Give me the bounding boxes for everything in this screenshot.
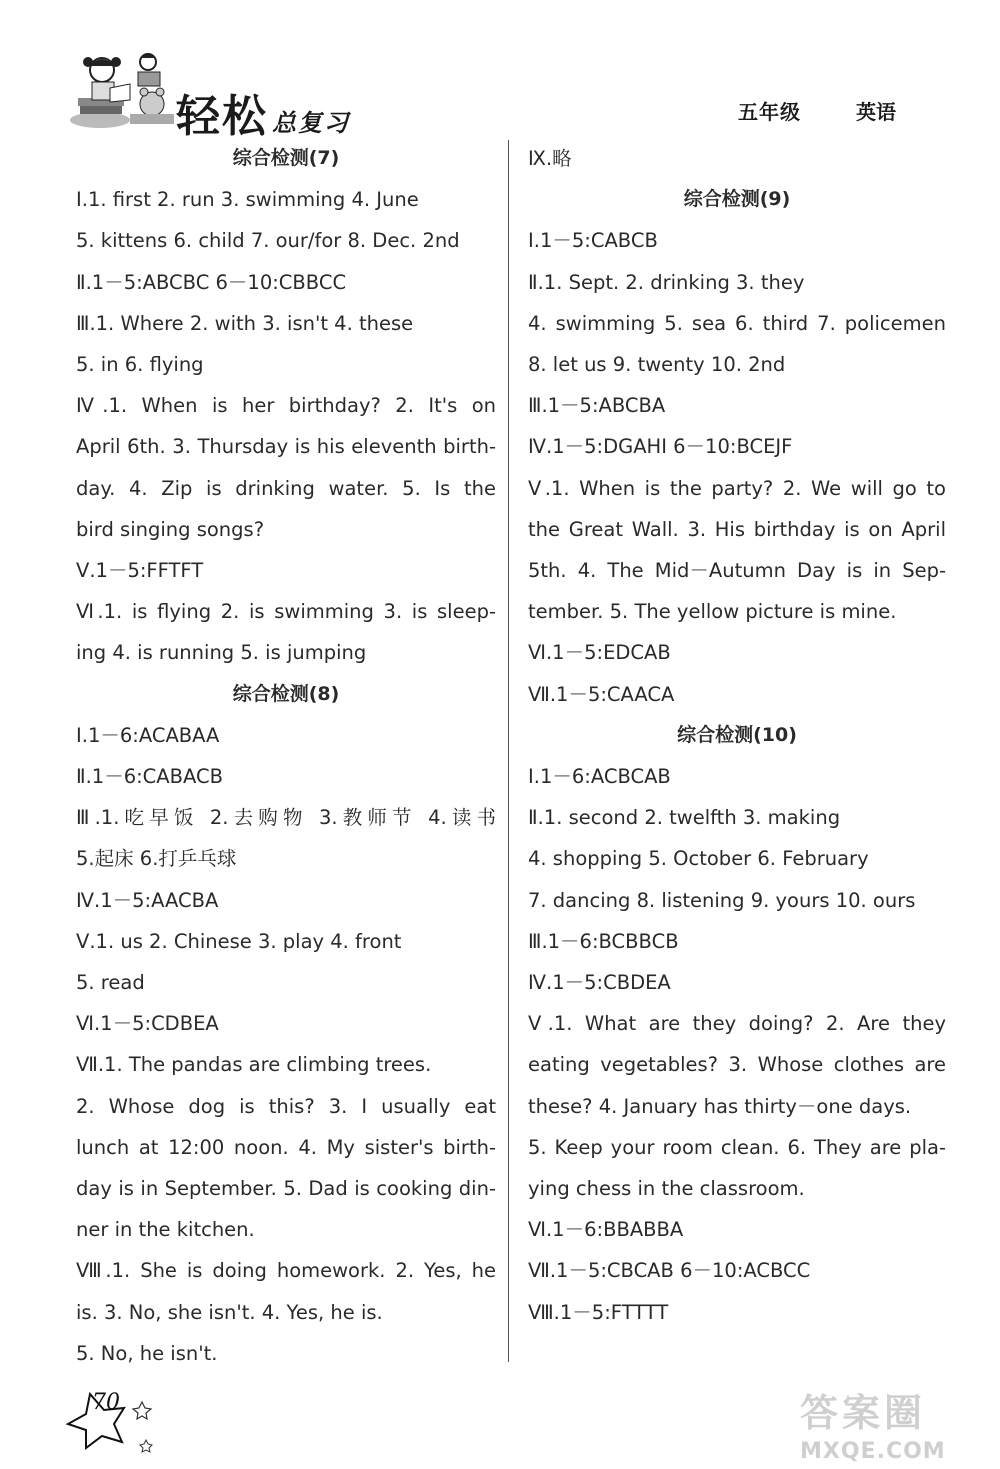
answer-line: 4. shopping 5. October 6. February (528, 847, 869, 871)
answer-line: Ⅸ.略 (528, 147, 572, 170)
answer-line: Ⅲ.1－5:ABCBA (528, 394, 666, 418)
section-title: 综合检测(8) (232, 682, 340, 705)
answer-line: Ⅴ.1－5:FFTFT (76, 558, 204, 582)
answer-line: 7. dancing 8. listening 9. yours 10. ours (528, 888, 916, 912)
answer-line: Ⅶ.1. The pandas are climbing trees. (76, 1053, 432, 1077)
page-header (0, 0, 1000, 140)
answer-column-left (76, 138, 496, 1374)
answer-line: 5.起床 6.打乒乓球 (76, 847, 237, 871)
answer-line: Ⅱ.1－5:ABCBC 6－10:CBBCC (76, 270, 347, 294)
answer-line: Ⅱ.1. Sept. 2. drinking 3. they (528, 270, 805, 294)
watermark-url: MXQE.COM (800, 1439, 946, 1464)
answer-line: 5. read (76, 970, 145, 994)
grade-label: 五年级 (738, 100, 801, 124)
answer-line: 2. Whose dog is this? 3. I usually eat (76, 1094, 496, 1118)
column-divider (508, 140, 509, 1362)
answer-line: Ⅴ.1. When is the party? 2. We will go to (528, 476, 946, 500)
page-number: 70 (92, 1390, 120, 1415)
answer-line: 5th. 4. The Mid－Autumn Day is in Sep- (528, 558, 946, 582)
answer-line: April 6th. 3. Thursday is his eleventh birth- (76, 435, 496, 459)
answer-line: Ⅴ.1. What are they doing? 2. Are they (528, 1012, 946, 1036)
watermark-logo: 答案圈 (800, 1391, 927, 1435)
answer-line: tember. 5. The yellow picture is mine. (528, 600, 897, 624)
reading-children-illustration (70, 48, 178, 130)
section-title: 综合检测(10) (677, 723, 797, 746)
answer-line: Ⅷ.1. She is doing homework. 2. Yes, he (76, 1259, 496, 1283)
answer-line: Ⅴ.1. us 2. Chinese 3. play 4. front (76, 929, 402, 953)
answer-line: Ⅵ.1－5:EDCAB (528, 641, 671, 665)
answer-line: Ⅵ.1. is flying 2. is swimming 3. is sleep- (76, 600, 496, 624)
answer-line: lunch at 12:00 noon. 4. My sister's birth- (76, 1135, 496, 1159)
answer-line: day is in September. 5. Dad is cooking din- (76, 1176, 496, 1200)
answer-line: Ⅳ.1－5:DGAHI 6－10:BCEJF (528, 435, 793, 459)
answer-line: Ⅰ.1－5:CABCB (528, 229, 658, 253)
answer-line: 5. in 6. flying (76, 353, 204, 377)
answer-line: 8. let us 9. twenty 10. 2nd (528, 353, 786, 376)
answer-line: ner in the kitchen. (76, 1218, 255, 1242)
answer-line: Ⅰ.1. first 2. run 3. swimming 4. June (76, 188, 419, 212)
answer-line: Ⅰ.1－6:ACBCAB (528, 764, 671, 788)
answer-line: Ⅲ.1.吃早饭 2.去购物 3.教师节 4.读书 (76, 806, 496, 830)
answer-line: Ⅵ.1－6:BBABBA (528, 1218, 684, 1242)
answer-line: Ⅳ.1－5:CBDEA (528, 971, 671, 994)
answer-line: day. 4. Zip is drinking water. 5. Is the (76, 476, 496, 500)
answer-line: Ⅶ.1－5:CBCAB 6－10:ACBCC (528, 1259, 811, 1283)
section-title: 综合检测(9) (683, 188, 791, 211)
answer-line: Ⅳ.1－5:AACBA (76, 888, 219, 912)
answer-line: 5. kittens 6. child 7. our/for 8. Dec. 2nd (76, 229, 460, 253)
answer-line: Ⅵ.1－5:CDBEA (76, 1012, 219, 1036)
answer-column-right (528, 138, 946, 1333)
brand-sub: 总复习 (272, 108, 350, 137)
answer-line: the Great Wall. 3. His birthday is on April (528, 517, 946, 541)
answer-line: ing 4. is running 5. is jumping (76, 641, 367, 665)
answer-line: Ⅱ.1－6:CABACB (76, 764, 224, 788)
answer-line: Ⅱ.1. second 2. twelfth 3. making (528, 806, 841, 830)
answer-line: bird singing songs? (76, 517, 265, 541)
answer-line: eating vegetables? 3. Whose clothes are (528, 1053, 946, 1077)
answer-line: ying chess in the classroom. (528, 1176, 805, 1200)
answer-line: 5. No, he isn't. (76, 1341, 218, 1365)
subject-label: 英语 (856, 100, 896, 124)
brand-main: 轻松 (176, 91, 268, 142)
watermark (800, 1382, 946, 1464)
answer-line: Ⅲ.1. Where 2. with 3. isn't 4. these (76, 311, 414, 335)
book-brand-title (176, 80, 350, 144)
answer-line: Ⅶ.1－5:CAACA (528, 682, 675, 706)
answer-line: Ⅲ.1－6:BCBBCB (528, 929, 679, 953)
answer-line: these? 4. January has thirty－one days. (528, 1094, 912, 1118)
answer-line: Ⅳ.1. When is her birthday? 2. It's on (76, 394, 496, 418)
answer-line: Ⅷ.1－5:FTTTT (528, 1300, 669, 1324)
answer-line: 4. swimming 5. sea 6. third 7. policemen (528, 311, 946, 335)
answer-line: 5. Keep your room clean. 6. They are pla- (528, 1135, 946, 1159)
section-title: 综合检测(7) (232, 147, 340, 169)
answer-line: Ⅰ.1－6:ACABAA (76, 723, 220, 747)
answer-line: is. 3. No, she isn't. 4. Yes, he is. (76, 1300, 383, 1324)
